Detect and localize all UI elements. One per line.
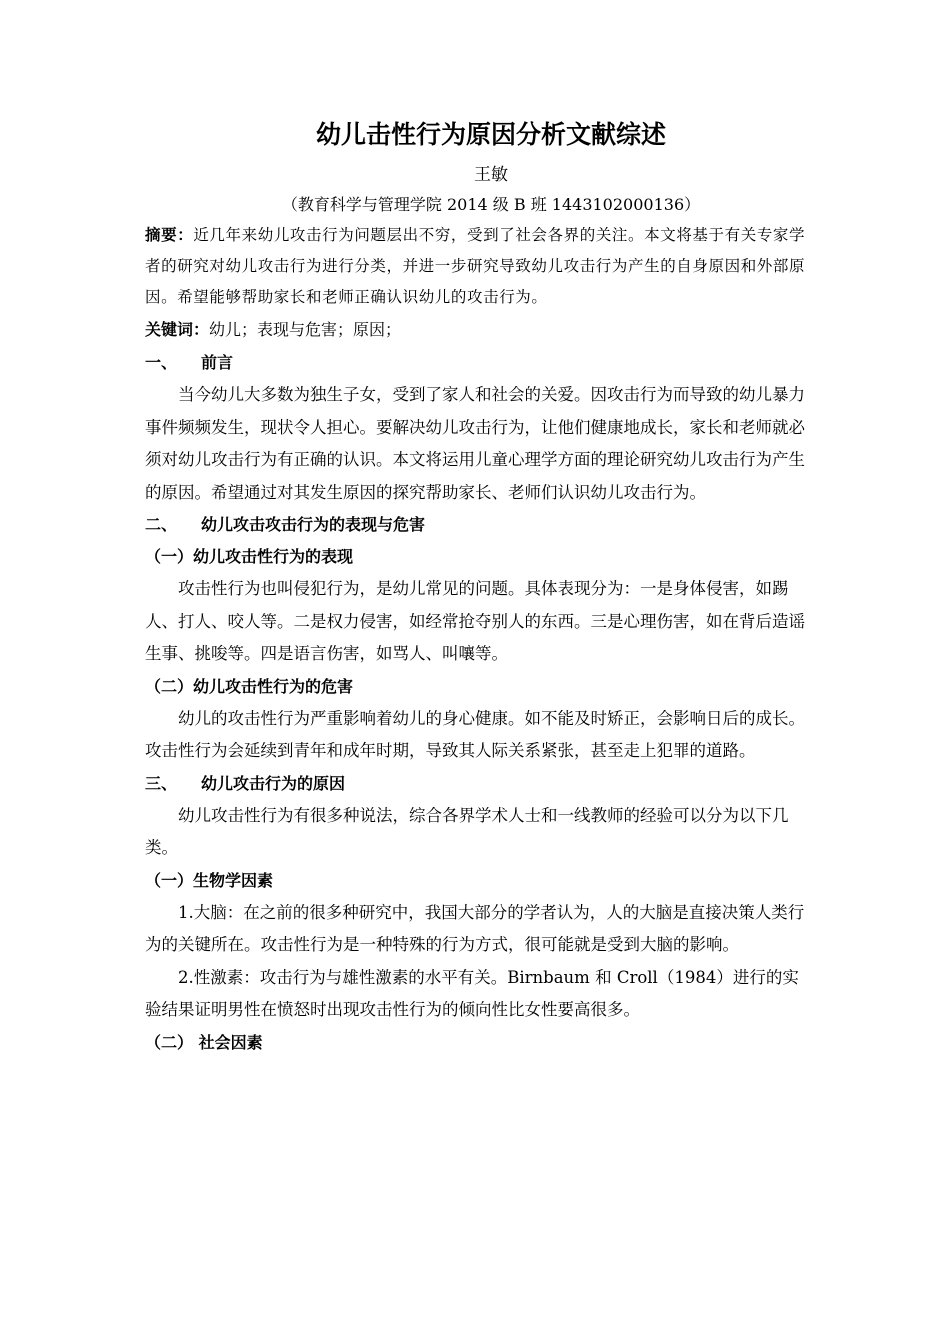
abstract-label: 摘要： (145, 226, 194, 244)
section-heading-3 (145, 768, 807, 800)
subsection-heading-3-2: （二） 社会因素 (145, 1032, 263, 1052)
subsection-2-1-paragraph: 攻击性行为也叫侵犯行为，是幼儿常见的问题。具体表现分为：一是身体侵害，如踢人、打人、咬人等。二是权力侵害，如经常抢夺别人的东西。三是心理伤害，如在背后造谣生事、挑唆等。四是语言伤害，如骂人、叫嚷等。 (145, 579, 805, 663)
subsection-3-1-paragraph-2: 2.性激素：攻击行为与雄性激素的水平有关。Birnbaum 和 Croll（1984）进行的实验结果证明男性在愤怒时出现攻击性行为的倾向性比女性要高很多。 (145, 967, 799, 1019)
keywords (145, 313, 807, 347)
subsection-heading-2-2: （二）幼儿攻击性行为的危害 (145, 676, 354, 696)
author-affiliation: （教育科学与管理学院 2014 级 B 班 1443102000136） (281, 195, 701, 214)
abstract-text: 近几年来幼儿攻击行为问题层出不穷，受到了社会各界的关注。本文将基于有关专家学者的研究对幼儿攻击行为进行分类，并进一步研究导致幼儿攻击行为产生的自身原因和外部原因。希望能够帮助家长和老师正确认识幼儿的攻击行为。 (145, 226, 806, 306)
document-title: 幼儿击性行为原因分析文献综述 (315, 120, 666, 149)
keywords-label: 关键词： (145, 320, 210, 339)
section-3-paragraph: 幼儿攻击性行为有很多种说法，综合各界学术人士和一线教师的经验可以分为以下几类。 (145, 805, 789, 857)
section-number: 三、 (145, 773, 178, 793)
section-title: 幼儿攻击攻击行为的表现与危害 (201, 515, 426, 534)
section-heading-1 (145, 347, 807, 379)
section-heading-2 (145, 509, 807, 541)
subsection-2-2-paragraph: 幼儿的攻击性行为严重影响着幼儿的身心健康。如不能及时矫正，会影响日后的成长。攻击性行为会延续到青年和成年时期，导致其人际关系紧张，甚至走上犯罪的道路。 (145, 708, 805, 760)
document-content (145, 110, 807, 1059)
abstract (145, 220, 807, 313)
section-number: 二、 (145, 515, 178, 534)
subsection-heading-3-1: （一）生物学因素 (145, 870, 274, 890)
section-title: 前言 (201, 353, 234, 372)
section-1-paragraph: 当今幼儿大多数为独生子女，受到了家人和社会的关爱。因攻击行为而导致的幼儿暴力事件频频发生，现状令人担心。要解决幼儿攻击行为，让他们健康地成长，家长和老师就必须对幼儿攻击行为有正确的认识。本文将运用儿童心理学方面的理论研究幼儿攻击行为产生的原因。希望通过对其发生原因的探究帮助家长、老师们认识幼儿攻击行为。 (145, 385, 805, 502)
section-title: 幼儿攻击行为的原因 (201, 773, 346, 793)
author-name: 王敏 (474, 165, 508, 185)
section-number: 一、 (145, 353, 178, 372)
keywords-text: 幼儿；表现与危害；原因； (209, 320, 402, 339)
subsection-3-1-paragraph-1: 1.大脑：在之前的很多种研究中，我国大部分的学者认为，人的大脑是直接决策人类行为的关键所在。攻击性行为是一种特殊的行为方式，很可能就是受到大脑的影响。 (145, 902, 805, 954)
subsection-heading-2-1: （一）幼儿攻击性行为的表现 (145, 547, 354, 566)
